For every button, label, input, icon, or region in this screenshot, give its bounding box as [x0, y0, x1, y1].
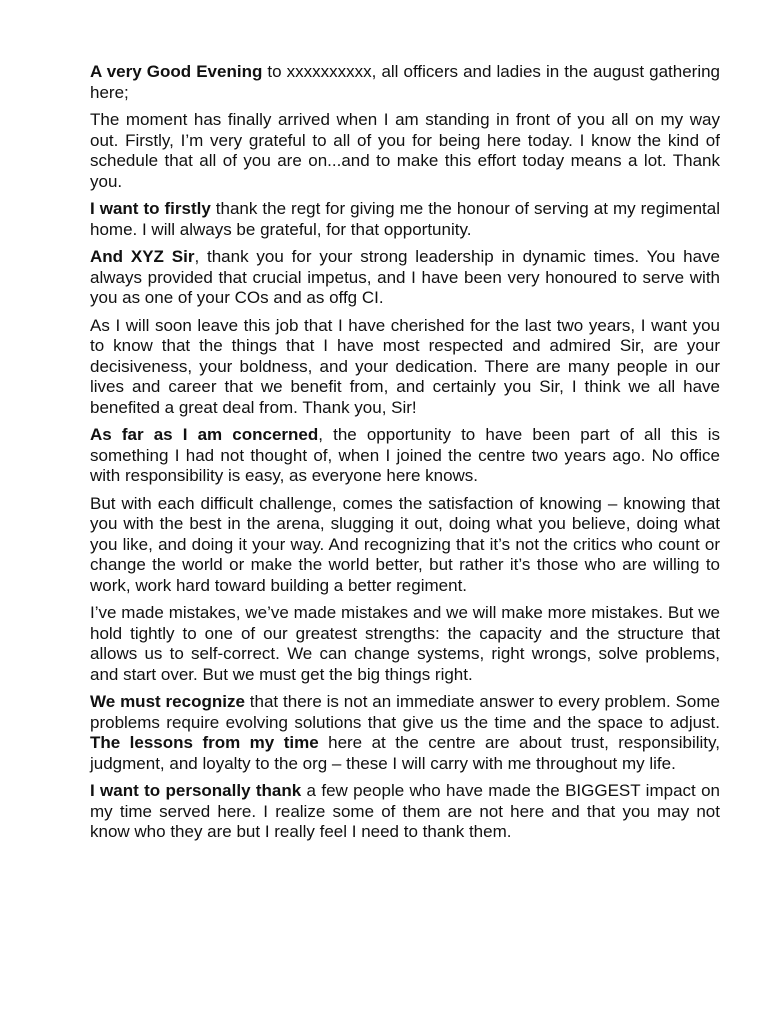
paragraph-lead: As far as I am concerned: [90, 425, 319, 444]
paragraph-body: to xxxxxxxxxx, all officers and ladies in the august gathering here;: [90, 62, 721, 102]
paragraph-body-secondary: here at the centre are about trust, responsibility, judgment, and loyalty to the org – these I will carry with me throughout my life.: [90, 733, 720, 773]
paragraph-lead: I want to personally thank: [90, 781, 302, 800]
paragraph-body: that there is not an immediate answer to every problem. Some problems require evolving solutions that give us the time and the space to adjust.: [90, 692, 720, 732]
paragraph-body: , thank you for your strong leadership in dynamic times. You have always provided that crucial impetus, and I have been very honoured to serve with you as one of your COs and as offg CI.: [90, 247, 721, 307]
paragraph-personally-thank: [90, 781, 720, 843]
paragraph-lead: And XYZ Sir: [90, 247, 195, 266]
speech-document: [90, 62, 720, 850]
paragraph-body: thank the regt for giving me the honour of serving at my regimental home. I will always be grateful, for that opportunity.: [90, 199, 720, 239]
paragraph-lead: We must recognize: [90, 692, 245, 711]
paragraph-lead: A very Good Evening: [90, 62, 263, 81]
paragraph-lead-secondary: The lessons from my time: [90, 733, 319, 752]
paragraph-body: The moment has finally arrived when I am standing in front of you all on my way out. Firstly, I’m very grateful to all of you for being here today. I know the kind of schedule that all of you are on...and to make this effort today means a lot. Thank you.: [90, 110, 720, 191]
paragraph-concerned: [90, 425, 720, 487]
paragraph-thank-regt: [90, 199, 720, 240]
paragraph-body: , the opportunity to have been part of all this is something I had not thought of, when I joined the centre two years ago. No office with responsibility is easy, as everyone here knows.: [90, 425, 720, 485]
paragraph-challenge: [90, 494, 720, 597]
paragraph-leaving-job: [90, 316, 720, 419]
paragraph-lead: I want to firstly: [90, 199, 211, 218]
paragraph-thank-sir: [90, 247, 720, 309]
paragraph-body: As I will soon leave this job that I have cherished for the last two years, I want you to know that the things that I have most respected and admired Sir, are your decisiveness, your boldness, and your dedication. There are many people in our lives and career that we benefit from, and certainly you Sir, I think we all have benefited a great deal from. Thank you, Sir!: [90, 315, 720, 417]
paragraph-greeting: [90, 62, 720, 103]
paragraph-recognize: [90, 692, 720, 774]
paragraph-body: a few people who have made the BIGGEST impact on my time served here. I realize some of them are not here and that you may not know who they are but I really feel I need to thank them.: [90, 781, 720, 841]
paragraph-mistakes: [90, 603, 720, 685]
paragraph-body: I’ve made mistakes, we’ve made mistakes and we will make more mistakes. But we hold tightly to one of our greatest strengths: the capacity and the structure that allows us to self-correct. We can change systems, right wrongs, solve problems, and start over. But we must get the big things right.: [90, 603, 720, 684]
paragraph-body: But with each difficult challenge, comes the satisfaction of knowing – knowing that you with the best in the arena, slugging it out, doing what you believe, doing what you like, and doing it your way. And recognizing that it’s not the critics who count or change the world or make the world better, but rather it’s those who are willing to work, work hard toward building a better regiment.: [90, 493, 720, 595]
paragraph-moment-arrived: [90, 110, 720, 192]
